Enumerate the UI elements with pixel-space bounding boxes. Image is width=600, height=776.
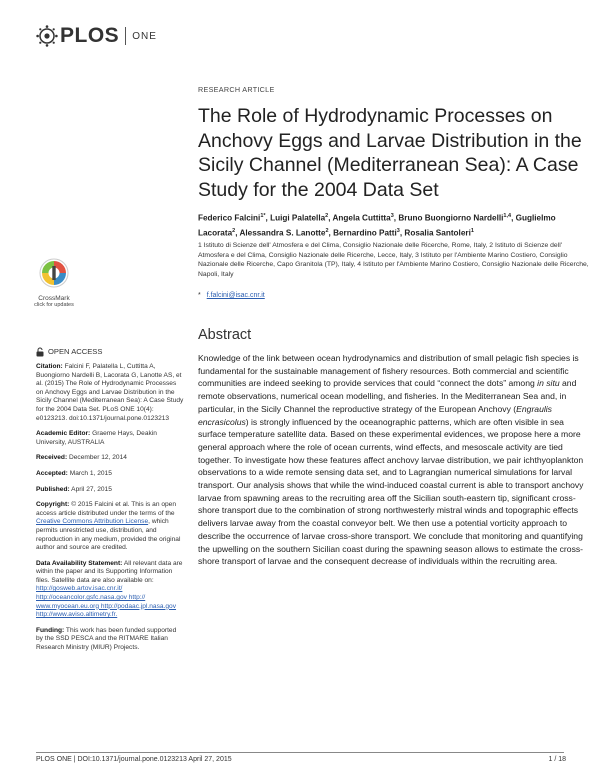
citation-label: Citation: (36, 363, 63, 370)
author-affiliation-mark: 3 (390, 213, 394, 219)
author-name: Luigi Palatella (270, 213, 326, 223)
author-affiliation-mark: 1* (260, 213, 266, 219)
footer-divider (36, 752, 564, 753)
published-label: Published: (36, 485, 70, 493)
abstract-italic: in situ (537, 378, 560, 389)
author-affiliation-mark: 3 (396, 228, 400, 235)
citation (36, 363, 184, 423)
editor-text: Graeme Hays, Deakin University, AUSTRALIA (36, 430, 157, 446)
copyright-text: © 2015 Falcini et al. This is an open access article distributed under the terms of the (36, 501, 176, 517)
author-affiliation-mark: 2 (232, 228, 236, 235)
author-name: Angela Cuttitta (332, 213, 391, 223)
author-affiliation-mark: 2 (325, 213, 329, 219)
copyright-text: , which permits unrestricted use, distribution, and reproduction in any medium, provided the original author and source are credited. (36, 518, 181, 552)
accepted-value: March 1, 2015 (69, 469, 112, 477)
received-date (36, 454, 184, 463)
abstract-body (198, 352, 588, 568)
funding-text: This work has been funded supported by the SSD PESCA and the RITMARE Italian Research Ministry (MIUR) Projects. (36, 626, 177, 652)
article-metadata-sidebar (36, 347, 184, 660)
author-name: Guglielmo Lacorata (198, 213, 556, 238)
data-availability-label: Data Availability Statement: (36, 559, 123, 567)
author-name: Bruno Buongiorno Nardelli (398, 213, 504, 223)
open-access-badge[interactable] (36, 347, 184, 357)
email-mark: * (198, 292, 201, 299)
abstract-text: ) is strongly influenced by the oceanographic patterns, which are often visible in sea surface temperature satellite data. Based on these experimental evidences, we propose here a more general approach where the role of ocean currents, wind effects, and mesoscale activity are tied together. To investigate how these features affect anchovy larvae distribution, we pair ichthyoplankton observations to a wide remote sensing data set, and to Lagrangian numerical simulations for larval transport. Our analysis shows that while the wind-induced coastal current is able to transport anchovy larvae from spawning areas to the recruiting area off the Sicilian south-eastern tip, significant cross-shore transport due to the combination of strong northwesterly mistral winds and topographic effects delivers larvae away from the coastal conveyor belt. We then use a potential vorticity approach to describe the occurrence of larvae cross-shore transport. We conclude that monitoring and quantifying the upwelling on the southern Sicilian coast during the spawning season allows to estimate the cross-shore transport of larvae and the consequent decrease of individuals within the recruiting area. (198, 416, 584, 567)
footer-citation: PLOS ONE | DOI:10.1371/journal.pone.0123213 April 27, 2015 (36, 756, 232, 763)
accepted-date (36, 470, 184, 479)
accepted-label: Accepted: (36, 469, 68, 477)
open-access-label: OPEN ACCESS (48, 346, 103, 356)
open-lock-icon (36, 347, 44, 357)
citation-text: Falcini F, Palatella L, Cuttitta A, Buongiorno Nardelli B, Lacorata G, Lanotte AS, et al. (2015) The Role of Hydrodynamic Processes on Anchovy Eggs and Larvae Distribution in the Sicily Channel (Mediterranean Sea): A Case Study for the 2004 Data Set. PLoS ONE 10(4): e0123213. doi:10.1371/journal.pone.0123213 (36, 363, 184, 422)
plos-one-logo[interactable] (36, 22, 157, 50)
logo-divider (125, 27, 126, 45)
author-name: Alessandra S. Lanotte (239, 228, 326, 238)
funding (36, 627, 184, 653)
author-name: Federico Falcini (198, 213, 261, 223)
license-link[interactable]: Creative Commons Attribution License (36, 518, 149, 526)
data-availability (36, 560, 184, 620)
affiliations: 1 Istituto di Scienze dell' Atmosfera e del Clima, Consiglio Nazionale delle Ricerche, Rome, Italy, 2 Istituto di Scienze dell' Atmosfera e del Clima, Consiglio Nazionale delle Ricerche, Lecce, Italy, 3 Istituto per l'Ambiente Marino Costiero, Consiglio Nazionale delle Ricerche, Capo Granitola (TP), Italy, 4 Istituto per l'Ambiente Marino Costiero, Consiglio Nazionale delle Ricerche, Napoli, Italy (198, 242, 589, 278)
author-name: Rosalia Santoleri (404, 228, 471, 238)
funding-label: Funding: (36, 626, 65, 634)
plos-logo-icon (36, 25, 58, 47)
author-name: Bernardino Patti (333, 228, 397, 238)
abstract-italic: Engraulis encrasicolus (198, 403, 552, 427)
journal-name: ONE (132, 30, 157, 42)
logo-text: PLOS (60, 24, 120, 47)
article-type: RESEARCH ARTICLE (198, 85, 275, 94)
crossmark-badge[interactable] (32, 258, 76, 308)
crossmark-icon (39, 258, 69, 288)
page-number: 1 / 18 (548, 756, 566, 763)
email-link[interactable]: f.falcini@isac.cnr.it (206, 292, 265, 299)
abstract-text: and remote observations, numerical ocean modelling, and fisheries. In the Mediterranean Sea and, in particular, in the Sicily Channel the reproductive strategy of the European Anchovy ( (198, 378, 577, 414)
received-value: December 12, 2014 (69, 454, 127, 462)
published-value: April 27, 2015 (71, 485, 112, 493)
abstract-text: Knowledge of the link between ocean hydrodynamics and distribution of small pelagic fish species is fundamental for the sustainable management of fishery resources. Both commercial and scientific communities are indeed seeking to provide services that could “connect the dots” among (198, 353, 579, 389)
author-affiliation-mark: 2 (325, 228, 329, 235)
author-list: Federico Falcini$^{1*}$, Luigi Palatella$^2$, Angela Cuttitta$^3$, Bruno Buongiorno Nardelli$^{1,4}$, Guglielmo Lacorata$^2$, Alessandra S. Lanotte$^2$, Bernardino Patti$^3$, Rosalia Santoleri$^1$ (198, 213, 556, 238)
data-availability-text: All relevant data are within the paper and its Supporting Information files. Satellite data are also available on: (36, 559, 183, 584)
abstract-heading: Abstract (198, 327, 252, 343)
crossmark-sublabel: click for updates (34, 302, 74, 308)
copyright-label: Copyright: (36, 501, 70, 509)
received-label: Received: (36, 454, 68, 462)
corresponding-email (198, 292, 265, 299)
crossmark-label: CrossMark (38, 295, 70, 302)
data-links[interactable]: http://gosweb.artov.isac.cnr.it/ http://oceancolor.gsfc.nasa.gov http:// www.myocean.eu.org http://podaac.jpl.nasa.gov http://www.aviso.altimetry.fr. (36, 585, 177, 619)
article-title: The Role of Hydrodynamic Processes on Anchovy Eggs and Larvae Distribution in the Sicily Channel (Mediterranean Sea): A Case Study for the 2004 Data Set (198, 105, 582, 201)
author-affiliation-mark: 1 (470, 228, 474, 235)
editor-label: Academic Editor: (36, 430, 91, 438)
published-date (36, 486, 184, 495)
academic-editor (36, 430, 184, 447)
copyright (36, 501, 184, 553)
author-affiliation-mark: 1,4 (503, 213, 512, 219)
